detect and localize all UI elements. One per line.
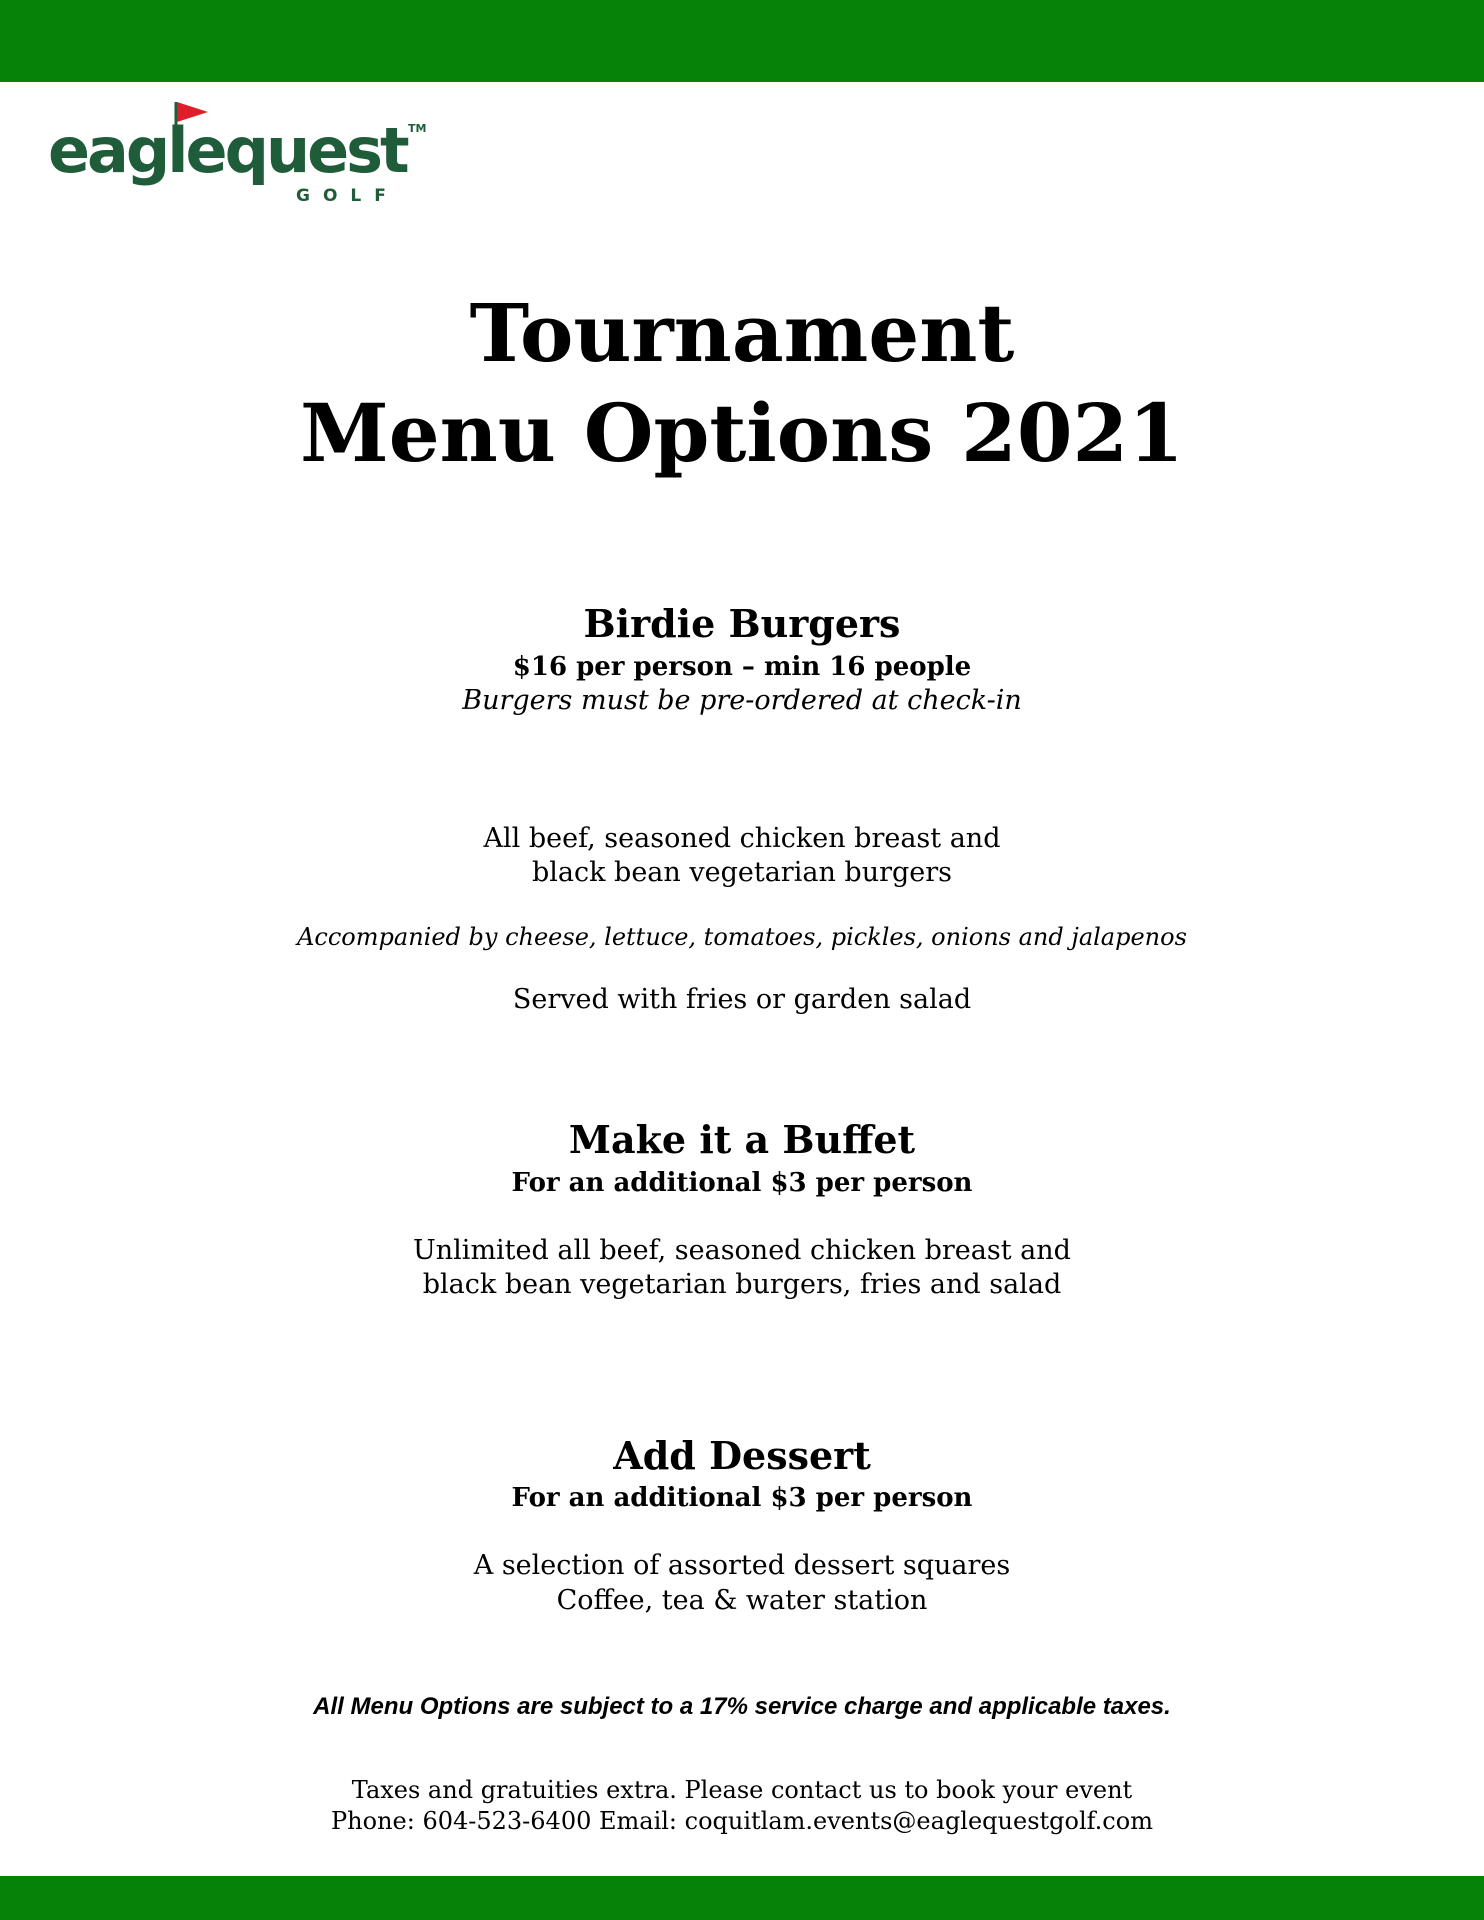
service-charge-note: All Menu Options are subject to a 17% service charge and applicable taxes. — [313, 1693, 1171, 1720]
buffet-desc-line-2: black bean vegetarian burgers, fries and salad — [422, 1269, 1062, 1300]
logo-wordmark: eaglequest — [48, 114, 407, 187]
logo-trademark: TM — [408, 122, 427, 135]
buffet-heading: Make it a Buffet — [568, 1117, 916, 1162]
burgers-accompaniments: Accompanied by cheese, lettuce, tomatoes, pickles, onions and jalapenos — [297, 923, 1187, 951]
dessert-heading: Add Dessert — [613, 1433, 871, 1478]
burgers-served: Served with fries or garden salad — [512, 984, 972, 1015]
burgers-note: Burgers must be pre-ordered at check-in — [462, 685, 1022, 716]
title-line-1: Tournament — [469, 286, 1015, 380]
title-line-2: Menu Options 2021 — [300, 386, 1184, 480]
page-title — [0, 283, 1484, 483]
footer-line-1: Taxes and gratuities extra. Please contact us to book your event — [351, 1776, 1133, 1804]
burgers-desc-line-2: black bean vegetarian burgers — [531, 857, 953, 888]
eaglequest-logo — [48, 100, 428, 210]
dessert-desc-line-1: A selection of assorted dessert squares — [473, 1550, 1011, 1581]
dessert-price: For an additional $3 per person — [511, 1483, 973, 1513]
burgers-desc-line-1: All beef, seasoned chicken breast and — [483, 823, 1001, 854]
buffet-desc-line-1: Unlimited all beef, seasoned chicken breast and — [413, 1235, 1071, 1266]
buffet-price: For an additional $3 per person — [511, 1168, 973, 1198]
burgers-heading: Birdie Burgers — [583, 601, 901, 646]
logo-subtitle: GOLF — [296, 186, 399, 206]
bottom-green-bar — [0, 1876, 1484, 1920]
footer-contact: Phone: 604-523-6400 Email: coquitlam.events@eaglequestgolf.com — [331, 1807, 1153, 1835]
top-green-bar — [0, 0, 1484, 82]
dessert-desc-line-2: Coffee, tea & water station — [556, 1585, 928, 1616]
burgers-price: $16 per person – min 16 people — [512, 652, 972, 682]
